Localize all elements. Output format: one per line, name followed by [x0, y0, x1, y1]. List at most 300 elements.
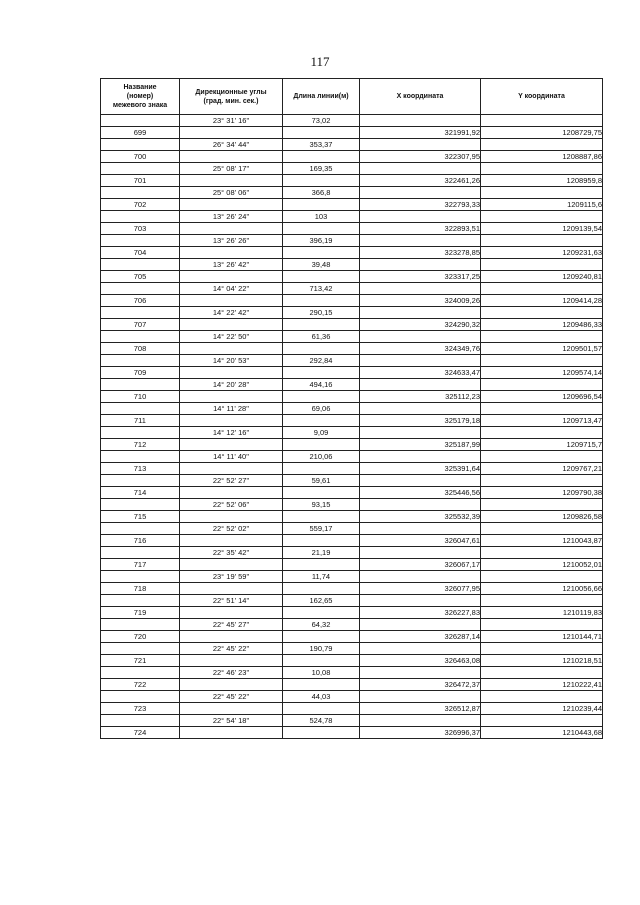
bearing-cell: 22° 51' 14": [180, 595, 283, 607]
length-cell: 290,15: [283, 307, 360, 319]
empty-cell: [481, 283, 603, 295]
point-name-cell: 715: [101, 511, 180, 523]
empty-cell: [180, 463, 283, 475]
y-coordinate-cell: 1209715,7: [481, 439, 603, 451]
table-row-line: [101, 331, 603, 343]
x-coordinate-cell: 323278,85: [360, 247, 481, 259]
table-row-point: [101, 511, 603, 523]
x-coordinate-cell: 326047,61: [360, 535, 481, 547]
length-cell: 73,02: [283, 115, 360, 127]
bearing-cell: 22° 46' 23": [180, 667, 283, 679]
empty-cell: [101, 331, 180, 343]
bearing-cell: 22° 54' 18": [180, 715, 283, 727]
empty-cell: [481, 259, 603, 271]
empty-cell: [101, 403, 180, 415]
x-coordinate-cell: 326463,08: [360, 655, 481, 667]
y-coordinate-cell: 1209486,33: [481, 319, 603, 331]
length-cell: 10,08: [283, 667, 360, 679]
point-name-cell: 703: [101, 223, 180, 235]
table-row-point: [101, 583, 603, 595]
point-name-cell: 711: [101, 415, 180, 427]
bearing-cell: 13° 26' 42": [180, 259, 283, 271]
empty-cell: [180, 223, 283, 235]
x-coordinate-cell: 325532,39: [360, 511, 481, 523]
empty-cell: [360, 619, 481, 631]
empty-cell: [481, 595, 603, 607]
bearing-cell: 13° 26' 24": [180, 211, 283, 223]
table-row-line: [101, 595, 603, 607]
table-row-line: [101, 547, 603, 559]
length-cell: 9,09: [283, 427, 360, 439]
empty-cell: [180, 319, 283, 331]
length-cell: 292,84: [283, 355, 360, 367]
table-row-point: [101, 343, 603, 355]
empty-cell: [283, 391, 360, 403]
y-coordinate-cell: 1209826,58: [481, 511, 603, 523]
bearing-cell: 14° 11' 28": [180, 403, 283, 415]
table-row-point: [101, 391, 603, 403]
empty-cell: [283, 487, 360, 499]
table-row-line: [101, 427, 603, 439]
y-coordinate-cell: 1210222,41: [481, 679, 603, 691]
table-body: [101, 115, 603, 739]
y-coordinate-cell: 1209713,47: [481, 415, 603, 427]
bearing-cell: 14° 12' 16": [180, 427, 283, 439]
y-coordinate-cell: 1209501,57: [481, 343, 603, 355]
empty-cell: [481, 355, 603, 367]
point-name-cell: 706: [101, 295, 180, 307]
point-name-cell: 722: [101, 679, 180, 691]
empty-cell: [101, 187, 180, 199]
point-name-cell: 699: [101, 127, 180, 139]
length-cell: 713,42: [283, 283, 360, 295]
empty-cell: [360, 595, 481, 607]
bearing-cell: 23° 31' 16": [180, 115, 283, 127]
x-coordinate-cell: 326067,17: [360, 559, 481, 571]
table-row-point: [101, 223, 603, 235]
x-coordinate-cell: 322793,33: [360, 199, 481, 211]
y-coordinate-cell: 1208729,75: [481, 127, 603, 139]
header-point-name: Название (номер) межевого знака: [101, 79, 180, 115]
empty-cell: [101, 235, 180, 247]
empty-cell: [101, 355, 180, 367]
point-name-cell: 710: [101, 391, 180, 403]
empty-cell: [180, 271, 283, 283]
length-cell: 69,06: [283, 403, 360, 415]
y-coordinate-cell: 1209414,28: [481, 295, 603, 307]
table-row-point: [101, 679, 603, 691]
empty-cell: [360, 667, 481, 679]
table-row-point: [101, 727, 603, 739]
y-coordinate-cell: 1209139,54: [481, 223, 603, 235]
y-coordinate-cell: 1208959,8: [481, 175, 603, 187]
empty-cell: [360, 283, 481, 295]
table-row-point: [101, 175, 603, 187]
empty-cell: [360, 115, 481, 127]
table-row-point: [101, 127, 603, 139]
empty-cell: [360, 475, 481, 487]
empty-cell: [283, 511, 360, 523]
empty-cell: [180, 727, 283, 739]
empty-cell: [283, 559, 360, 571]
empty-cell: [101, 475, 180, 487]
empty-cell: [180, 127, 283, 139]
length-cell: 64,32: [283, 619, 360, 631]
empty-cell: [180, 583, 283, 595]
x-coordinate-cell: 322461,26: [360, 175, 481, 187]
point-name-cell: 714: [101, 487, 180, 499]
table-row-line: [101, 499, 603, 511]
empty-cell: [360, 355, 481, 367]
length-cell: 524,78: [283, 715, 360, 727]
empty-cell: [360, 235, 481, 247]
table-row-line: [101, 451, 603, 463]
x-coordinate-cell: 326077,95: [360, 583, 481, 595]
x-coordinate-cell: 326996,37: [360, 727, 481, 739]
empty-cell: [283, 415, 360, 427]
empty-cell: [481, 307, 603, 319]
empty-cell: [481, 475, 603, 487]
x-coordinate-cell: 323317,25: [360, 271, 481, 283]
bearing-cell: 26° 34' 44": [180, 139, 283, 151]
x-coordinate-cell: 324633,47: [360, 367, 481, 379]
length-cell: 366,8: [283, 187, 360, 199]
empty-cell: [481, 115, 603, 127]
empty-cell: [481, 547, 603, 559]
empty-cell: [360, 715, 481, 727]
point-name-cell: 716: [101, 535, 180, 547]
empty-cell: [101, 547, 180, 559]
length-cell: 494,16: [283, 379, 360, 391]
length-cell: 169,35: [283, 163, 360, 175]
header-x: X координата: [360, 79, 481, 115]
table-row-point: [101, 463, 603, 475]
length-cell: 103: [283, 211, 360, 223]
point-name-cell: 717: [101, 559, 180, 571]
point-name-cell: 723: [101, 703, 180, 715]
y-coordinate-cell: 1210119,83: [481, 607, 603, 619]
bearing-cell: 22° 45' 22": [180, 643, 283, 655]
table-row-point: [101, 631, 603, 643]
x-coordinate-cell: 325179,18: [360, 415, 481, 427]
empty-cell: [180, 679, 283, 691]
point-name-cell: 709: [101, 367, 180, 379]
page-number: 117: [310, 54, 330, 69]
empty-cell: [180, 199, 283, 211]
table-row-point: [101, 415, 603, 427]
bearing-cell: 14° 22' 42": [180, 307, 283, 319]
table-row-point: [101, 319, 603, 331]
empty-cell: [283, 439, 360, 451]
bearing-cell: 22° 35' 42": [180, 547, 283, 559]
empty-cell: [360, 139, 481, 151]
table-row-line: [101, 355, 603, 367]
point-name-cell: 708: [101, 343, 180, 355]
table-row-point: [101, 367, 603, 379]
empty-cell: [360, 211, 481, 223]
table-row-point: [101, 439, 603, 451]
bearing-cell: 14° 04' 22": [180, 283, 283, 295]
table-row-line: [101, 307, 603, 319]
empty-cell: [101, 163, 180, 175]
empty-cell: [101, 667, 180, 679]
empty-cell: [360, 499, 481, 511]
table-header-row: [101, 79, 603, 115]
empty-cell: [360, 451, 481, 463]
y-coordinate-cell: 1208887,86: [481, 151, 603, 163]
table-row-line: [101, 283, 603, 295]
empty-cell: [101, 379, 180, 391]
empty-cell: [481, 379, 603, 391]
y-coordinate-cell: 1209790,38: [481, 487, 603, 499]
empty-cell: [360, 427, 481, 439]
empty-cell: [180, 607, 283, 619]
empty-cell: [180, 151, 283, 163]
empty-cell: [283, 463, 360, 475]
table-row-line: [101, 691, 603, 703]
length-cell: 21,19: [283, 547, 360, 559]
table-row-line: [101, 523, 603, 535]
empty-cell: [481, 451, 603, 463]
empty-cell: [360, 691, 481, 703]
table-row-line: [101, 379, 603, 391]
empty-cell: [180, 439, 283, 451]
empty-cell: [360, 379, 481, 391]
header-bearing: Дирекционные углы (град. мин. сек.): [180, 79, 283, 115]
table-row-point: [101, 559, 603, 571]
x-coordinate-cell: 324349,76: [360, 343, 481, 355]
length-cell: 559,17: [283, 523, 360, 535]
x-coordinate-cell: 322893,51: [360, 223, 481, 235]
table-row-point: [101, 487, 603, 499]
length-cell: 210,06: [283, 451, 360, 463]
empty-cell: [283, 679, 360, 691]
empty-cell: [283, 295, 360, 307]
table-row-line: [101, 619, 603, 631]
empty-cell: [101, 523, 180, 535]
table-row-line: [101, 403, 603, 415]
table-row-point: [101, 271, 603, 283]
empty-cell: [481, 667, 603, 679]
table-row-line: [101, 115, 603, 127]
table-row-point: [101, 247, 603, 259]
length-cell: 396,19: [283, 235, 360, 247]
point-name-cell: 701: [101, 175, 180, 187]
table-row-line: [101, 571, 603, 583]
bearing-cell: 13° 26' 26": [180, 235, 283, 247]
length-cell: 162,65: [283, 595, 360, 607]
point-name-cell: 718: [101, 583, 180, 595]
bearing-cell: 22° 52' 02": [180, 523, 283, 535]
x-coordinate-cell: 325187,99: [360, 439, 481, 451]
bearing-cell: 22° 45' 22": [180, 691, 283, 703]
header-length: Длина линии(м): [283, 79, 360, 115]
x-coordinate-cell: 326512,87: [360, 703, 481, 715]
empty-cell: [101, 619, 180, 631]
empty-cell: [481, 235, 603, 247]
empty-cell: [283, 535, 360, 547]
bearing-cell: 14° 20' 28": [180, 379, 283, 391]
empty-cell: [481, 427, 603, 439]
table-row-point: [101, 607, 603, 619]
table-row-point: [101, 703, 603, 715]
empty-cell: [180, 703, 283, 715]
empty-cell: [180, 367, 283, 379]
y-coordinate-cell: 1210218,51: [481, 655, 603, 667]
point-name-cell: 713: [101, 463, 180, 475]
y-coordinate-cell: 1209231,63: [481, 247, 603, 259]
y-coordinate-cell: 1209696,54: [481, 391, 603, 403]
length-cell: 11,74: [283, 571, 360, 583]
length-cell: 61,36: [283, 331, 360, 343]
empty-cell: [481, 163, 603, 175]
table-row-point: [101, 655, 603, 667]
table-row-line: [101, 163, 603, 175]
empty-cell: [283, 175, 360, 187]
table-row-line: [101, 139, 603, 151]
empty-cell: [180, 487, 283, 499]
empty-cell: [283, 655, 360, 667]
empty-cell: [283, 367, 360, 379]
bearing-cell: 25° 08' 17": [180, 163, 283, 175]
empty-cell: [283, 727, 360, 739]
empty-cell: [180, 247, 283, 259]
empty-cell: [283, 199, 360, 211]
x-coordinate-cell: 325391,64: [360, 463, 481, 475]
table-row-line: [101, 643, 603, 655]
empty-cell: [283, 703, 360, 715]
table-row-line: [101, 715, 603, 727]
x-coordinate-cell: 326227,83: [360, 607, 481, 619]
table-row-line: [101, 475, 603, 487]
table-row-point: [101, 295, 603, 307]
empty-cell: [283, 127, 360, 139]
point-name-cell: 705: [101, 271, 180, 283]
empty-cell: [101, 211, 180, 223]
y-coordinate-cell: 1209767,21: [481, 463, 603, 475]
empty-cell: [283, 151, 360, 163]
empty-cell: [481, 187, 603, 199]
x-coordinate-cell: 325446,56: [360, 487, 481, 499]
empty-cell: [283, 223, 360, 235]
empty-cell: [360, 643, 481, 655]
empty-cell: [481, 643, 603, 655]
table-row-point: [101, 199, 603, 211]
empty-cell: [101, 595, 180, 607]
empty-cell: [180, 535, 283, 547]
y-coordinate-cell: 1210056,66: [481, 583, 603, 595]
bearing-cell: 23° 19' 59": [180, 571, 283, 583]
y-coordinate-cell: 1209240,81: [481, 271, 603, 283]
x-coordinate-cell: 325112,23: [360, 391, 481, 403]
empty-cell: [481, 499, 603, 511]
length-cell: 93,15: [283, 499, 360, 511]
x-coordinate-cell: 321991,92: [360, 127, 481, 139]
y-coordinate-cell: 1210052,01: [481, 559, 603, 571]
empty-cell: [481, 691, 603, 703]
empty-cell: [101, 259, 180, 271]
length-cell: 353,37: [283, 139, 360, 151]
point-name-cell: 721: [101, 655, 180, 667]
y-coordinate-cell: 1210043,87: [481, 535, 603, 547]
empty-cell: [283, 271, 360, 283]
empty-cell: [360, 187, 481, 199]
empty-cell: [360, 523, 481, 535]
y-coordinate-cell: 1210144,71: [481, 631, 603, 643]
empty-cell: [101, 715, 180, 727]
point-name-cell: 702: [101, 199, 180, 211]
empty-cell: [283, 319, 360, 331]
empty-cell: [101, 643, 180, 655]
empty-cell: [283, 343, 360, 355]
empty-cell: [180, 559, 283, 571]
bearing-cell: 22° 45' 27": [180, 619, 283, 631]
empty-cell: [481, 403, 603, 415]
empty-cell: [283, 583, 360, 595]
bearing-cell: 14° 22' 50": [180, 331, 283, 343]
x-coordinate-cell: 326287,14: [360, 631, 481, 643]
empty-cell: [180, 391, 283, 403]
boundary-coordinates-table: [100, 78, 603, 739]
empty-cell: [360, 163, 481, 175]
empty-cell: [180, 511, 283, 523]
table-row-point: [101, 535, 603, 547]
empty-cell: [481, 619, 603, 631]
empty-cell: [180, 655, 283, 667]
empty-cell: [101, 139, 180, 151]
length-cell: 59,61: [283, 475, 360, 487]
empty-cell: [101, 307, 180, 319]
length-cell: 190,79: [283, 643, 360, 655]
empty-cell: [101, 571, 180, 583]
x-coordinate-cell: 324290,32: [360, 319, 481, 331]
length-cell: 44,03: [283, 691, 360, 703]
empty-cell: [180, 175, 283, 187]
empty-cell: [283, 247, 360, 259]
header-y: Y координата: [481, 79, 603, 115]
empty-cell: [283, 631, 360, 643]
empty-cell: [481, 331, 603, 343]
empty-cell: [360, 547, 481, 559]
empty-cell: [101, 499, 180, 511]
empty-cell: [101, 283, 180, 295]
empty-cell: [360, 571, 481, 583]
empty-cell: [360, 403, 481, 415]
point-name-cell: 707: [101, 319, 180, 331]
bearing-cell: 22° 52' 27": [180, 475, 283, 487]
y-coordinate-cell: 1210443,68: [481, 727, 603, 739]
table-row-line: [101, 259, 603, 271]
empty-cell: [481, 571, 603, 583]
bearing-cell: 14° 11' 40": [180, 451, 283, 463]
bearing-cell: 22° 52' 06": [180, 499, 283, 511]
empty-cell: [481, 211, 603, 223]
x-coordinate-cell: 322307,95: [360, 151, 481, 163]
point-name-cell: 700: [101, 151, 180, 163]
y-coordinate-cell: 1210239,44: [481, 703, 603, 715]
empty-cell: [481, 523, 603, 535]
empty-cell: [283, 607, 360, 619]
empty-cell: [360, 331, 481, 343]
x-coordinate-cell: 326472,37: [360, 679, 481, 691]
empty-cell: [180, 295, 283, 307]
table-row-line: [101, 187, 603, 199]
empty-cell: [360, 259, 481, 271]
x-coordinate-cell: 324009,26: [360, 295, 481, 307]
empty-cell: [360, 307, 481, 319]
bearing-cell: 14° 20' 53": [180, 355, 283, 367]
point-name-cell: 724: [101, 727, 180, 739]
